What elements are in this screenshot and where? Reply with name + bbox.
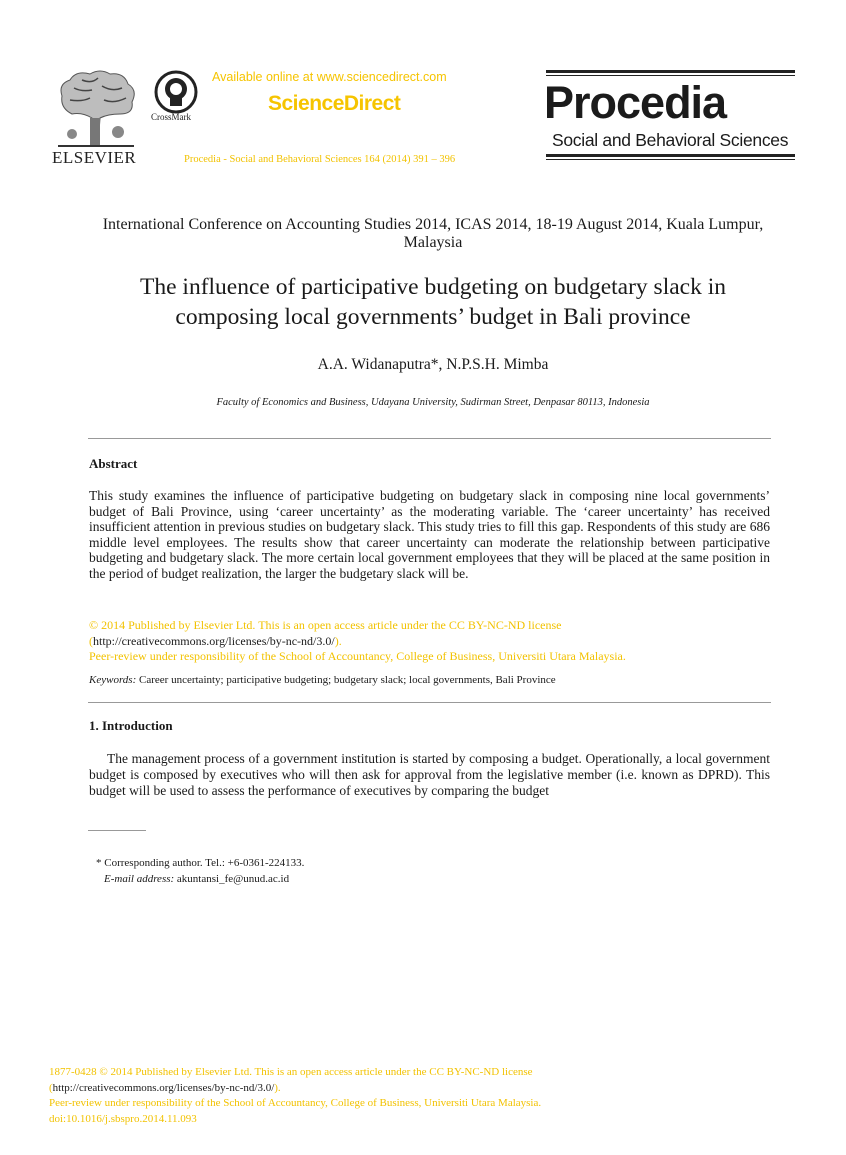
license-open-paren: ( (89, 633, 93, 648)
paper-title-line-1: The influence of participative budgeting on budgetary slack in (140, 274, 726, 300)
paper-title (90, 272, 776, 332)
crossmark-label: CrossMark (151, 112, 191, 122)
footnote (96, 856, 304, 887)
email-line (96, 872, 304, 888)
crossmark-icon[interactable] (154, 70, 198, 114)
abstract-top-rule (88, 438, 771, 439)
keywords-label: Keywords: (89, 674, 137, 686)
license-block (89, 618, 770, 665)
paper-title-line-2: composing local governments’ budget in Bali province (175, 304, 691, 330)
bottom-copyright-block (49, 1065, 541, 1127)
elsevier-tree-logo (52, 68, 140, 148)
sciencedirect-logo-text: ScienceDirect (268, 92, 401, 115)
doi-line[interactable]: doi:10.1016/j.sbspro.2014.11.093 (49, 1112, 197, 1125)
email-label: E-mail address: (104, 872, 175, 885)
keywords (89, 674, 770, 686)
license-close-paren: ). (334, 633, 342, 648)
bottom-close-paren: ). (274, 1081, 281, 1094)
elsevier-wordmark: ELSEVIER (52, 148, 137, 167)
bottom-url-line (49, 1081, 541, 1097)
procedia-bottom-rule-thin (546, 159, 795, 160)
abstract-heading: Abstract (89, 456, 138, 471)
conference-line: International Conference on Accounting Studies 2014, ICAS 2014, 18-19 August 2014, Kuala Lumpur, Malaysia (102, 216, 764, 251)
corresponding-author: * Corresponding author. Tel.: +6-0361-224133. (96, 857, 305, 869)
bottom-license-url-link[interactable]: http://creativecommons.org/licenses/by-nc-nd/3.0/ (52, 1081, 275, 1094)
procedia-subtitle: Social and Behavioral Sciences (552, 130, 789, 150)
journal-reference: Procedia - Social and Behavioral Sciences 164 (2014) 391 – 396 (184, 154, 456, 165)
introduction-text: The management process of a government institution is started by composing a budget. Operationally, a local government budget is composed by executives who will then ask for approval from the legislative member (i.e. known as DPRD). This budget will be used to assess the performance of executives by comparing the budget (89, 751, 770, 798)
affiliation: Faculty of Economics and Business, Udayana University, Sudirman Street, Denpasar 80113, Indonesia (216, 397, 650, 408)
introduction-heading: 1. Introduction (89, 718, 173, 733)
procedia-top-rule (546, 70, 795, 73)
introduction-body (89, 751, 770, 798)
license-url-line (89, 634, 770, 650)
abstract-bottom-rule (88, 702, 771, 703)
procedia-bottom-rule (546, 154, 795, 157)
available-online-text[interactable]: Available online at www.sciencedirect.com (212, 70, 447, 84)
bottom-open-paren: ( (49, 1081, 53, 1094)
authors: A.A. Widanaputra*, N.P.S.H. Mimba (317, 356, 549, 373)
license-line: © 2014 Published by Elsevier Ltd. This is an open access article under the CC BY-NC-ND license (89, 618, 562, 632)
bottom-peer-review-line: Peer-review under responsibility of the School of Accountancy, College of Business, Universiti Utara Malaysia. (49, 1097, 542, 1109)
issn-line: 1877-0428 © 2014 Published by Elsevier Ltd. This is an open access article under the CC BY-NC-ND license (49, 1066, 533, 1078)
email-address[interactable]: akuntansi_fe@unud.ac.id (174, 872, 290, 885)
peer-review-line: Peer-review under responsibility of the School of Accountancy, College of Business, Universiti Utara Malaysia. (89, 649, 626, 663)
procedia-wordmark: Procedia (544, 77, 727, 128)
keywords-list: Career uncertainty; participative budgeting; budgetary slack; local governments, Bali Province (136, 674, 556, 686)
abstract-body: This study examines the influence of participative budgeting on budgetary slack in composing nine local governments’ budget of Bali Province, using ‘career uncertainty’ as the moderating variable. The ‘career uncertainty’ has received insufficient attention in previous studies on budgetary slack. This study tries to fill this gap. Respondents of this study are 686 middle level employees. The results show that career uncertainty can moderate the relationship between participative budgeting and budgetary slack. The more certain local government employees that they will be placed at the same position in the period of budget realization, the larger the budgetary slack will be. (89, 488, 770, 581)
procedia-top-rule-thin (546, 75, 795, 76)
footnote-rule (88, 830, 146, 831)
license-url-link[interactable]: http://creativecommons.org/licenses/by-nc-nd/3.0/ (93, 633, 335, 648)
